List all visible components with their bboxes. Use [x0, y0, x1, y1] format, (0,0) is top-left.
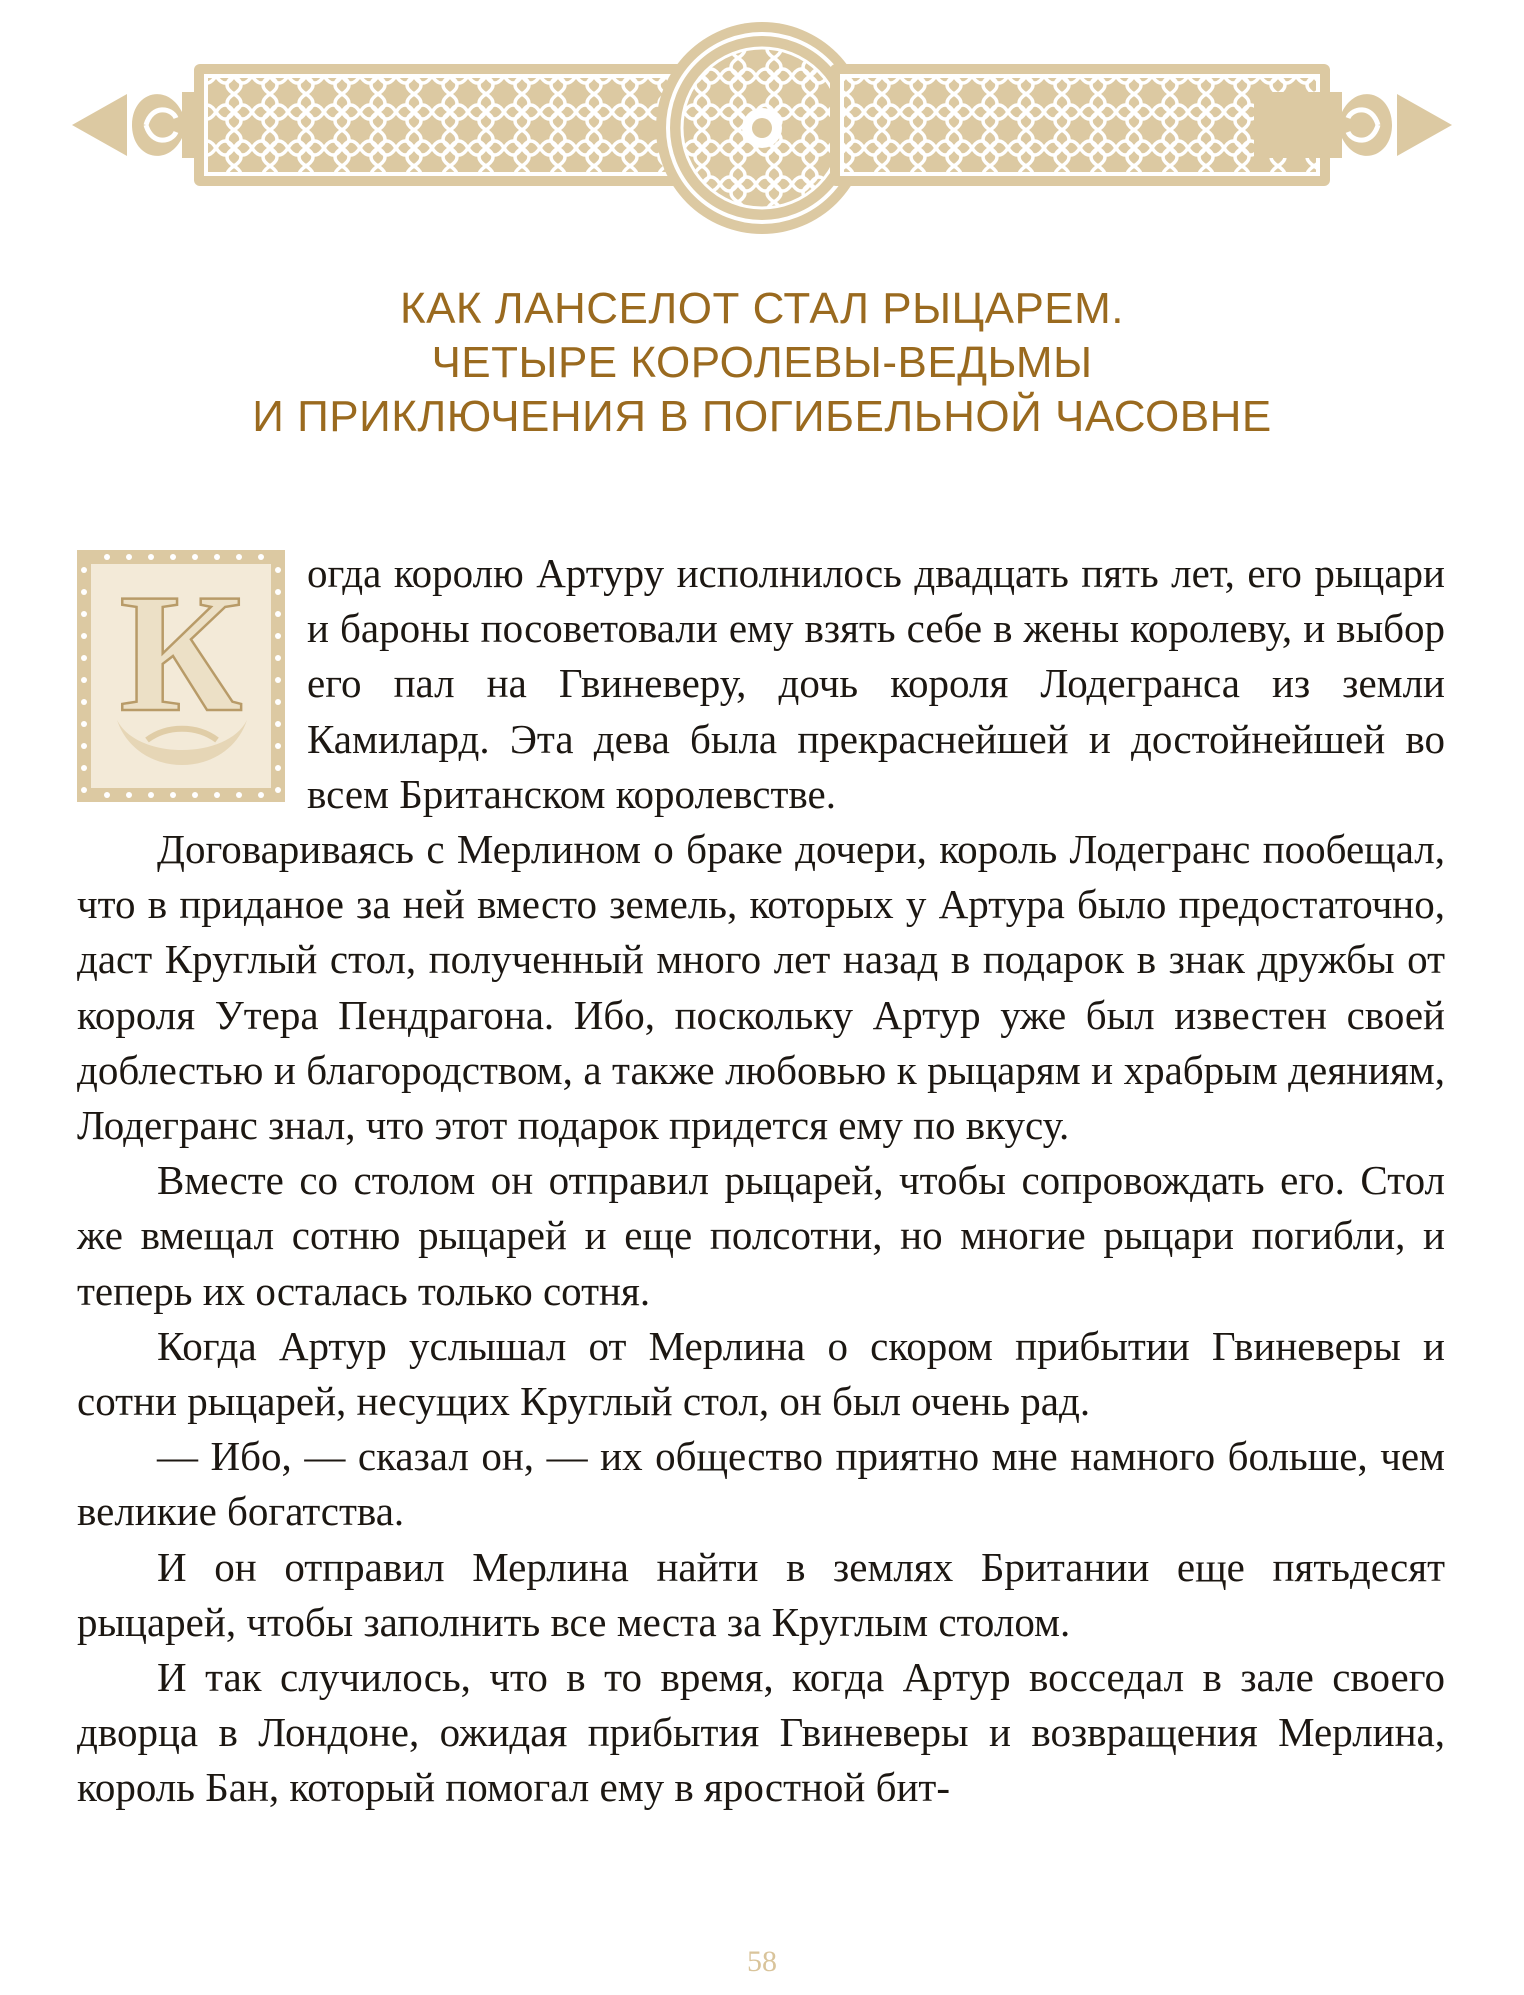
paragraph-6: И он отправил Мерлина найти в землях Британии еще пятьдесят рыцарей, чтобы заполнить все места за Круглым столом.: [77, 1543, 1445, 1645]
left-knot-band: [182, 64, 694, 186]
body-text: [77, 546, 1445, 1816]
paragraph-1: огда королю Артуру исполнилось двадцать пять лет, его рыцари и бароны посоветовали ему взять себе в жены королеву, и выбор его пал на Гвиневеру, дочь короля Лодегранса из земли Камилард. Эта дева была прекраснейшей и достойнейшей во всем Британском королевстве.: [307, 550, 1445, 817]
illuminated-initial-icon: [77, 550, 285, 802]
right-knot-band: [830, 64, 1342, 186]
paragraph-5: — Ибо, — сказал он, — их общество приятно мне намного больше, чем великие богатства.: [77, 1433, 1445, 1535]
dropcap-frame: [77, 550, 285, 802]
left-triquetra-icon: [72, 94, 197, 156]
paragraph-3: Вместе со столом он отправил рыцарей, чтобы сопровождать его. Стол же вмещал сотню рыцарей и еще полсотни, но многие рыцари погибли, и теперь их осталась только сотня.: [77, 1157, 1445, 1314]
chapter-title-line-3: И ПРИКЛЮЧЕНИЯ В ПОГИБЕЛЬНОЙ ЧАСОВНЕ: [252, 392, 1272, 441]
paragraph-2: Договариваясь с Мерлином о браке дочери, король Лодегранс пообещал, что в приданое за ней вместо земель, которых у Артура было предостаточно, даст Круглый стол, полученный много лет назад в подарок в знак дружбы от короля Утера Пендрагона. Ибо, поскольку Артур уже был известен своей доблестью и благородством, а также любовью к рыцарям и храбрым деяниям, Лодегранс знал, что этот подарок придется ему по вкусу.: [77, 826, 1445, 1149]
chapter-title-line-1: КАК ЛАНСЕЛОТ СТАЛ РЫЦАРЕМ.: [399, 284, 1125, 333]
celtic-knot-border-icon: [72, 22, 1452, 247]
right-triquetra-icon: [1327, 94, 1452, 156]
page-number: 58: [747, 1945, 777, 1978]
chapter-title-line-2: ЧЕТЫРЕ КОРОЛЕВЫ-ВЕДЬМЫ: [431, 338, 1093, 387]
paragraph-4: Когда Артур услышал от Мерлина о скором прибытии Гвиневеры и сотни рыцарей, несущих Круглый стол, он был очень рад.: [77, 1322, 1445, 1425]
paragraph-7: И так случилось, что в то время, когда Артур восседал в зале своего дворца в Лондоне, ожидая прибытия Гвиневеры и возвращения Мерлина, король Бан, который помогал ему в яростной бит-: [77, 1654, 1445, 1811]
dropcap-letter: К: [119, 559, 243, 747]
chapter-title: [0, 282, 1524, 444]
